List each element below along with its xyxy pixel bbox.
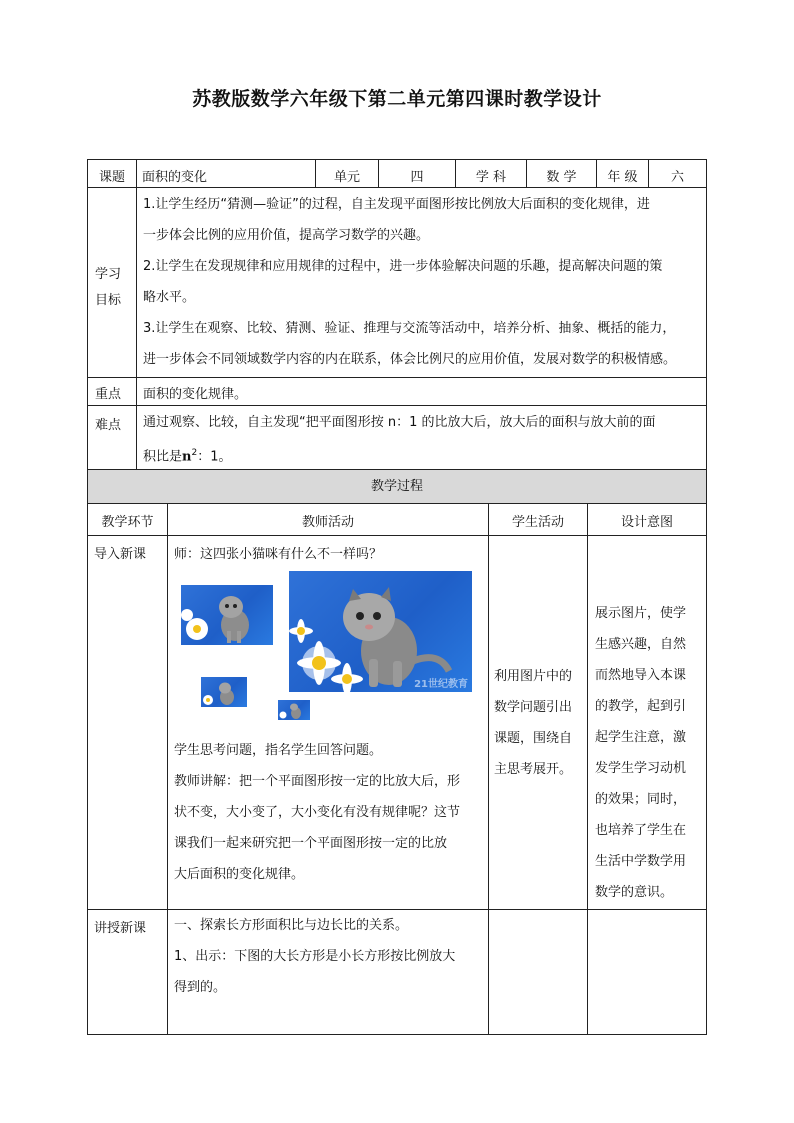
col-teacher-header: 教师活动 [301, 515, 354, 530]
intro-design-intent [595, 598, 705, 908]
col-student-header: 学生活动 [511, 515, 564, 530]
difficulty-line: 通过观察、比较，自主发现“把平面图形按 n：1 的比放大后，放大后的面积与放大前的面 [143, 415, 656, 430]
process-section-header [88, 470, 706, 503]
intro-teacher-line: 课我们一起来研究把一个平面图形按一定的比放 [174, 836, 448, 851]
topic-value: 面积的变化 [142, 170, 208, 185]
table-line [587, 503, 588, 1035]
lesson-stage: 讲授新课 [94, 921, 147, 936]
lesson-line: 一、探索长方形面积比与边长比的关系。 [174, 918, 409, 933]
kitten-illustration [181, 585, 273, 645]
table-line [136, 159, 137, 470]
intro-student-activity [494, 661, 586, 785]
intent-line: 的效果；同时， [595, 792, 687, 807]
table-line [488, 503, 489, 1035]
intent-line: 展示图片，使学 [595, 606, 687, 621]
grade-label: 年 级 [607, 170, 638, 185]
key-point-text: 面积的变化规律。 [143, 387, 248, 402]
intro-question: 师：这四张小猫咪有什么不一样吗？ [174, 547, 383, 562]
intent-line: 生感兴趣，自然 [595, 637, 687, 652]
table-line [167, 503, 168, 1035]
difficulty-line2-suffix: ：1。 [197, 449, 232, 465]
unit-value: 四 [410, 170, 424, 185]
table-line [706, 159, 707, 1035]
watermark-text: 21世纪教育 [414, 679, 468, 690]
col-stage-header: 教学环节 [101, 515, 154, 530]
difficulty-line2-prefix: 积比是 [143, 449, 183, 465]
table-line [87, 187, 707, 188]
difficulty-label: 难点 [94, 418, 121, 433]
table-line [87, 377, 707, 378]
intent-line: 生活中学数学用 [595, 854, 687, 869]
intent-line: 起学生注意，激 [595, 730, 687, 745]
topic-label: 课题 [98, 170, 125, 185]
kitten-photo-large [289, 571, 472, 692]
intent-line: 的教学，起到引 [595, 699, 687, 714]
lesson-line: 得到的。 [174, 980, 227, 995]
intro-teacher-text [174, 735, 486, 890]
exponent: 2 [191, 448, 198, 458]
objectives-label [88, 262, 128, 314]
student-line: 利用图片中的 [494, 669, 573, 684]
student-line: 主思考展开。 [494, 762, 573, 777]
kitten-photo-medium [181, 585, 273, 645]
objective-line: 略水平。 [143, 290, 196, 305]
process-section-title: 教学过程 [370, 479, 423, 494]
n-symbol: n [182, 449, 192, 465]
table-line [87, 503, 707, 504]
objective-line: 2.让学生在发现规律和应用规律的过程中，进一步体验解决问题的乐趣，提高解决问题的策 [143, 259, 663, 274]
intro-teacher-line: 教师讲解：把一个平面图形按一定的比放大后，形 [174, 774, 461, 789]
objectives-label-line: 学习 [94, 267, 121, 282]
intro-teacher-line: 大后面积的变化规律。 [174, 867, 305, 882]
table-line [87, 1034, 707, 1035]
lesson-teacher-text [174, 910, 486, 1003]
intent-line: 而然地导入本课 [595, 668, 687, 683]
col-intent-header: 设计意图 [620, 515, 673, 530]
kitten-illustration [201, 677, 247, 707]
objective-line: 1.让学生经历“猜测—验证”的过程，自主发现平面图形按比例放大后面积的变化规律，进 [143, 197, 650, 212]
intro-teacher-line: 学生思考问题，指名学生回答问题。 [174, 743, 383, 758]
table-line [87, 405, 707, 406]
intro-teacher-line: 状不变，大小变了，大小变化有没有规律呢？这节 [174, 805, 461, 820]
difficulty-text [143, 407, 705, 472]
subject-label: 学 科 [475, 170, 507, 185]
objective-line: 3.让学生在观察、比较、猜测、验证、推理与交流等活动中，培养分析、抽象、概括的能力， [143, 321, 676, 336]
kitten-illustration [278, 700, 310, 720]
student-line: 数学问题引出 [494, 700, 573, 715]
objective-line: 进一步体会不同领域数学内容的内在联系，体会比例尺的应用价值，发展对数学的积极情感。 [143, 352, 677, 367]
grade-value: 六 [670, 170, 684, 185]
objective-line: 一步体会比例的应用价值，提高学习数学的兴趣。 [143, 228, 430, 243]
key-point-label: 重点 [94, 387, 121, 402]
intent-line: 也培养了学生在 [595, 823, 687, 838]
objectives-label-line: 目标 [94, 293, 121, 308]
kitten-photo-small [201, 677, 247, 707]
objectives-text [143, 189, 705, 375]
kitten-photo-tiny [278, 700, 310, 720]
table-line [87, 535, 707, 536]
document-title: 苏教版数学六年级下第二单元第四课时教学设计 [192, 88, 602, 110]
table-line [87, 159, 707, 160]
kitten-illustration [289, 571, 472, 692]
difficulty-line [143, 438, 705, 472]
intent-line: 数学的意识。 [595, 885, 674, 900]
unit-label: 单元 [333, 170, 360, 185]
lesson-line: 1、出示：下图的大长方形是小长方形按比例放大 [174, 949, 456, 964]
subject-value: 数 学 [546, 170, 577, 185]
intent-line: 发学生学习动机 [595, 761, 687, 776]
student-line: 课题，围绕自 [494, 731, 573, 746]
intro-stage: 导入新课 [94, 547, 147, 562]
